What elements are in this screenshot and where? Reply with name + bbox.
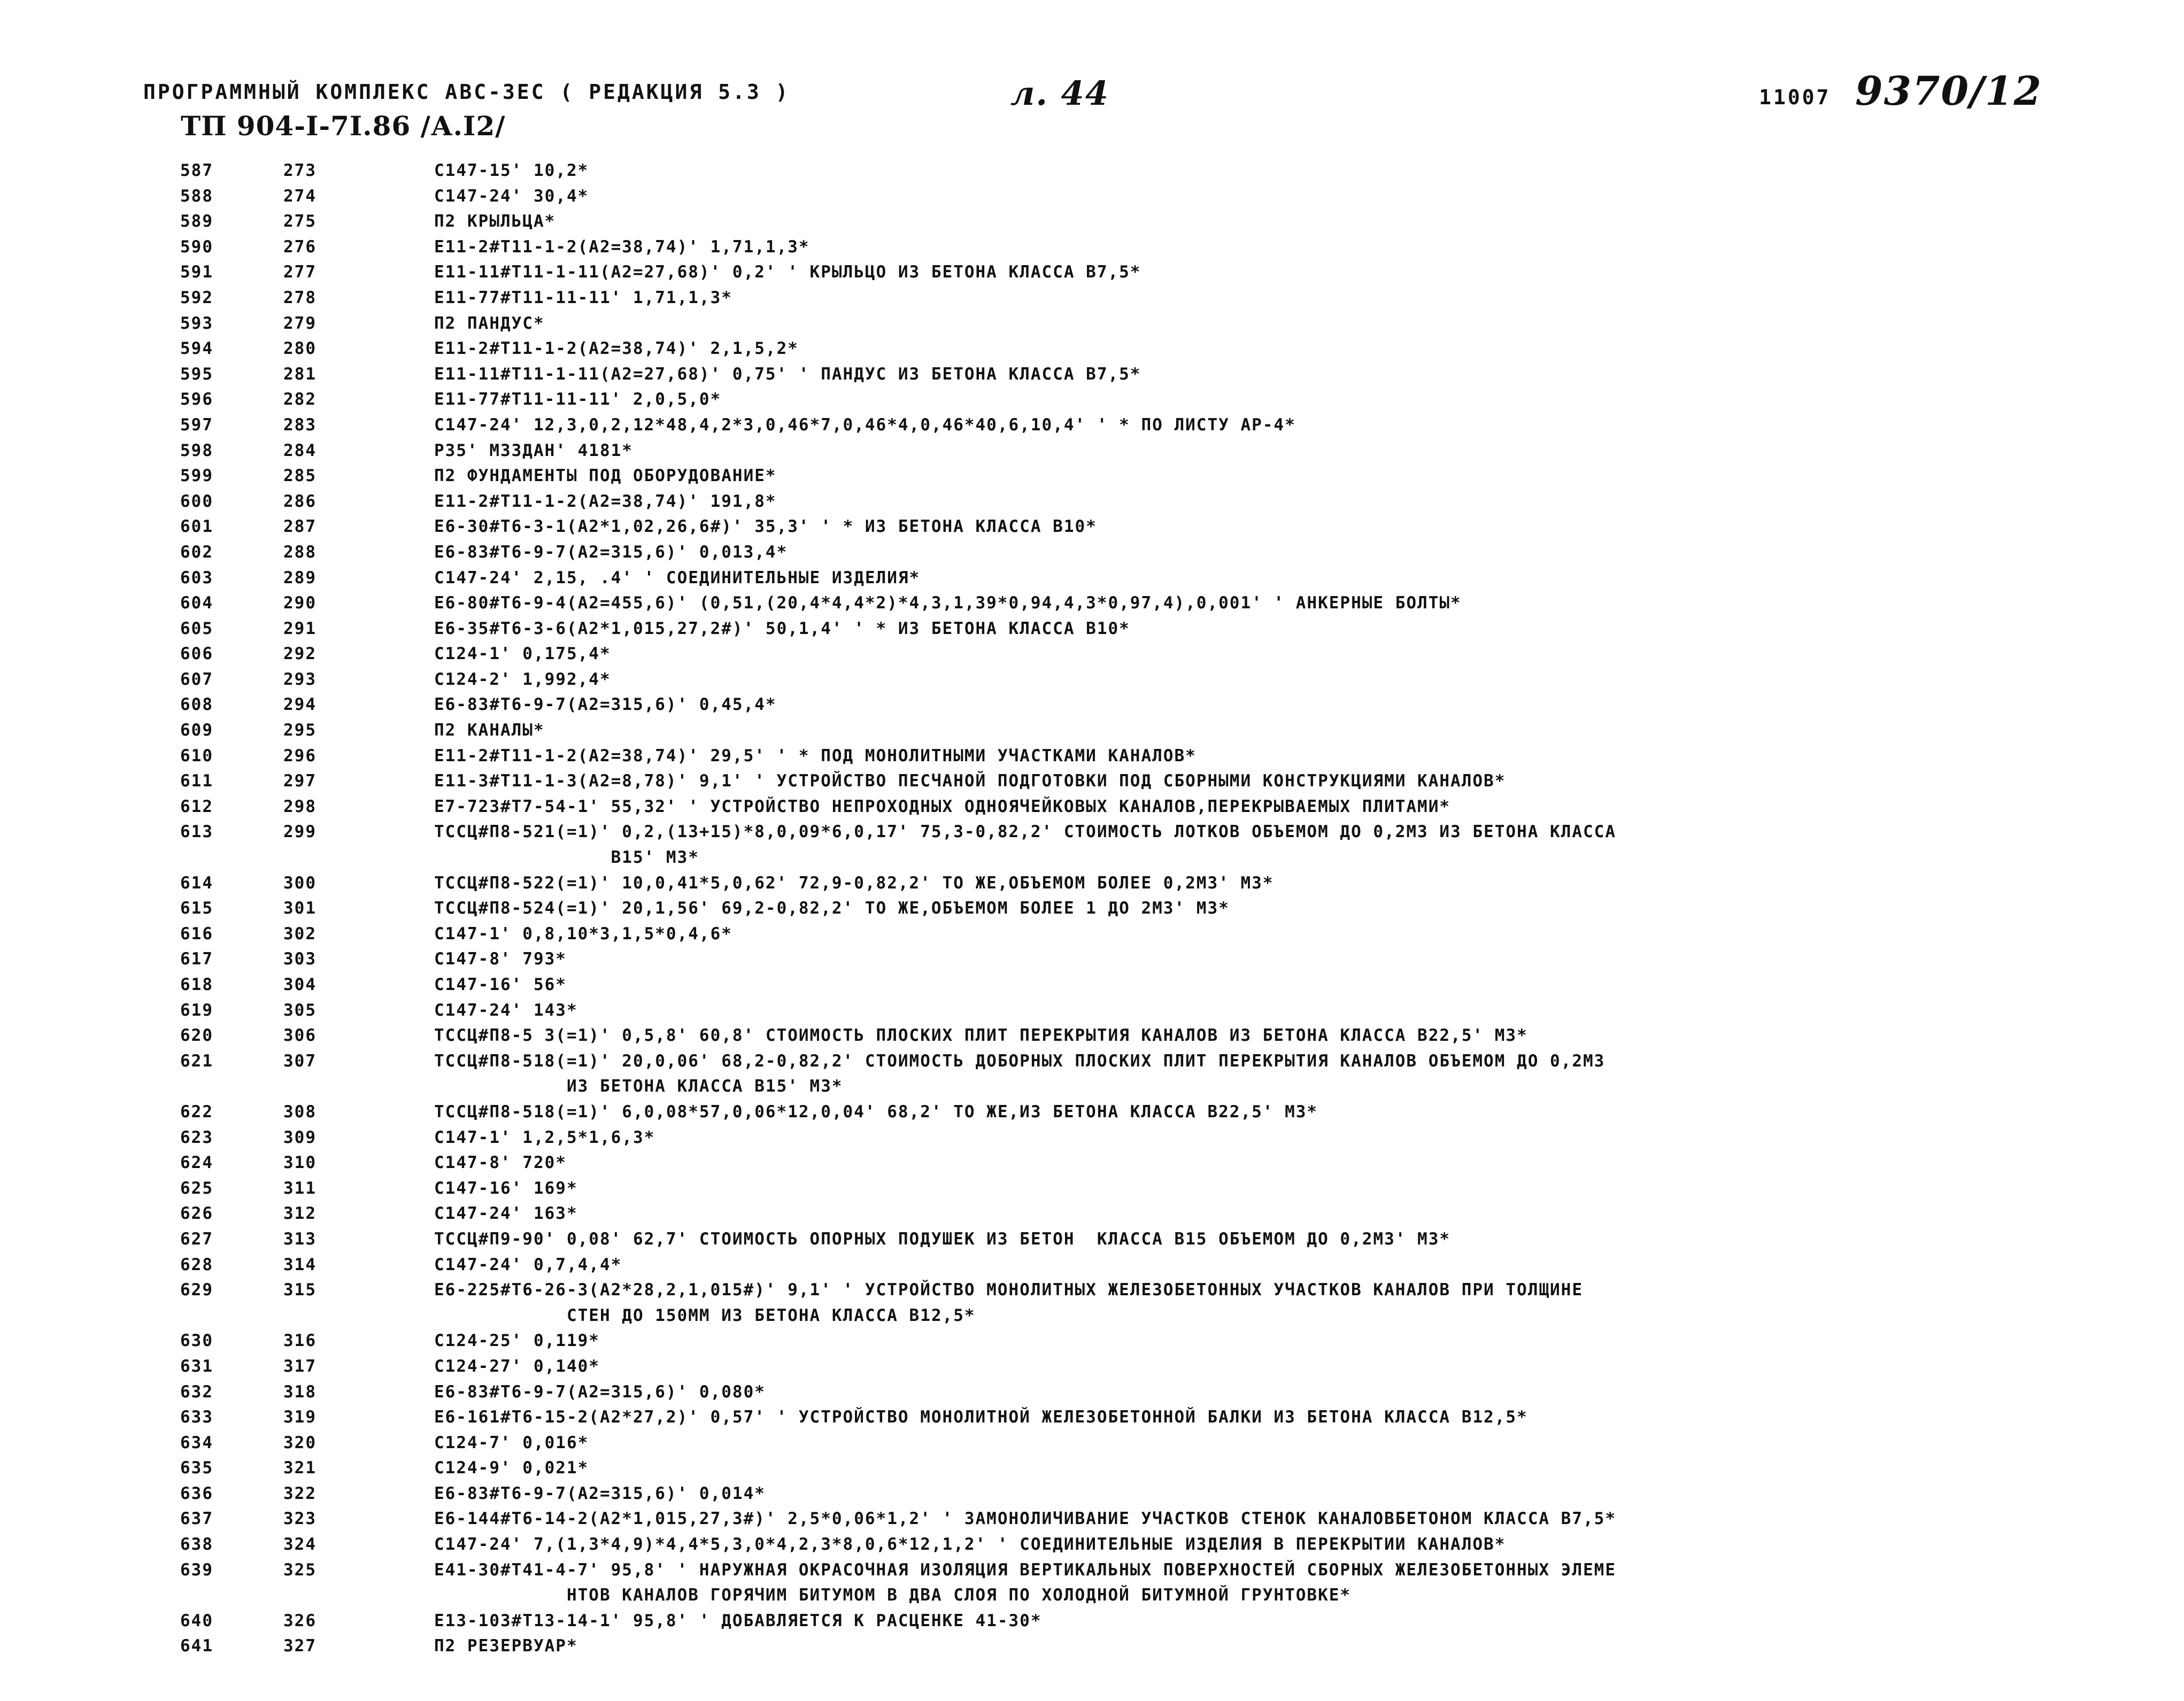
line-number: 616 bbox=[180, 924, 213, 944]
listing-row bbox=[0, 1125, 2184, 1151]
statement-text: Е6-30#Т6-3-1(А2*1,02,26,6#)' 35,3' ' * ИЗ БЕТОНА КЛАССА В10* bbox=[434, 517, 1097, 537]
line-number: 596 bbox=[180, 390, 213, 409]
line-number: 631 bbox=[180, 1356, 213, 1376]
statement-number: 319 bbox=[283, 1408, 317, 1427]
listing-row bbox=[0, 769, 2184, 794]
statement-text: С147-24' 12,3,0,2,12*48,4,2*3,0,46*7,0,46*4,0,46*40,6,10,4' ' * ПО ЛИСТУ АР-4* bbox=[434, 415, 1296, 435]
statement-text: Е11-11#Т11-1-11(А2=27,68)' 0,75' ' ПАНДУС ИЗ БЕТОНА КЛАССА В7,5* bbox=[434, 364, 1141, 384]
statement-number: 278 bbox=[283, 288, 317, 307]
line-number: 626 bbox=[180, 1204, 213, 1224]
listing-row bbox=[0, 616, 2184, 642]
statement-text: С124-1' 0,175,4* bbox=[434, 644, 611, 664]
statement-text: ТССЦ#П8-518(=1)' 6,0,08*57,0,06*12,0,04' 68,2' ТО ЖЕ,ИЗ БЕТОНА КЛАССА В22,5' М3* bbox=[434, 1102, 1318, 1122]
line-number: 639 bbox=[180, 1560, 213, 1580]
statement-text: ТССЦ#П9-90' 0,08' 62,7' СТОИМОСТЬ ОПОРНЫХ ПОДУШЕК ИЗ БЕТОН КЛАССА В15 ОБЪЕМОМ ДО 0,2М3' М3* bbox=[434, 1229, 1451, 1249]
listing-row bbox=[0, 489, 2184, 515]
listing-row bbox=[0, 209, 2184, 235]
statement-text: С124-27' 0,140* bbox=[434, 1356, 600, 1376]
statement-text: Е6-144#Т6-14-2(А2*1,015,27,3#)' 2,5*0,06*1,2' ' ЗАМОНОЛИЧИВАНИЕ УЧАСТКОВ СТЕНОК КАНАЛОВБЕТОНОМ КЛАССА В7,5* bbox=[434, 1509, 1617, 1529]
statement-number: 284 bbox=[283, 440, 317, 460]
listing-row bbox=[0, 540, 2184, 566]
statement-number: 300 bbox=[283, 873, 317, 893]
statement-number: 322 bbox=[283, 1483, 317, 1503]
line-number: 641 bbox=[180, 1636, 213, 1656]
statement-number: 316 bbox=[283, 1331, 317, 1351]
statement-number: 305 bbox=[283, 1000, 317, 1020]
line-number: 588 bbox=[180, 186, 213, 206]
line-number: 637 bbox=[180, 1509, 213, 1529]
statement-text: ТССЦ#П8-524(=1)' 20,1,56' 69,2-0,82,2' ТО ЖЕ,ОБЪЕМОМ БОЛЕЕ 1 ДО 2М3' М3* bbox=[434, 899, 1230, 918]
listing-row bbox=[0, 1150, 2184, 1176]
listing-row bbox=[0, 1328, 2184, 1354]
statement-text: С147-16' 56* bbox=[434, 975, 567, 994]
line-number: 594 bbox=[180, 339, 213, 359]
listing-row bbox=[0, 871, 2184, 896]
statement-text: С147-24' 0,7,4,4* bbox=[434, 1255, 622, 1274]
listing-row bbox=[0, 998, 2184, 1024]
listing-row bbox=[0, 922, 2184, 947]
statement-number: 282 bbox=[283, 390, 317, 409]
statement-number: 288 bbox=[283, 542, 317, 562]
statement-number: 297 bbox=[283, 771, 317, 791]
listing-row bbox=[0, 1227, 2184, 1252]
listing-row bbox=[0, 1431, 2184, 1456]
statement-text: Е6-83#Т6-9-7(А2=315,6)' 0,080* bbox=[434, 1382, 766, 1402]
statement-text: С147-24' 143* bbox=[434, 1000, 578, 1020]
line-number: 606 bbox=[180, 644, 213, 664]
line-number: 630 bbox=[180, 1331, 213, 1351]
listing-row bbox=[0, 744, 2184, 769]
listing-row bbox=[0, 438, 2184, 464]
statement-number: 292 bbox=[283, 644, 317, 664]
statement-number: 273 bbox=[283, 161, 317, 180]
statement-number: 281 bbox=[283, 364, 317, 384]
statement-number: 276 bbox=[283, 237, 317, 257]
statement-number: 312 bbox=[283, 1204, 317, 1224]
line-number: 605 bbox=[180, 618, 213, 638]
statement-number: 303 bbox=[283, 949, 317, 969]
listing-row bbox=[0, 1634, 2184, 1659]
statement-text: Е13-103#Т13-14-1' 95,8' ' ДОБАВЛЯЕТСЯ К РАСЦЕНКЕ 41-30* bbox=[434, 1611, 1042, 1630]
statement-text: Е6-80#Т6-9-4(А2=455,6)' (0,51,(20,4*4,4*2)*4,3,1,39*0,94,4,3*0,97,4),0,001' ' АНКЕРНЫЕ БОЛТЫ* bbox=[434, 593, 1462, 613]
statement-text: Е11-2#Т11-1-2(А2=38,74)' 29,5' ' * ПОД МОНОЛИТНЫМИ УЧАСТКАМИ КАНАЛОВ* bbox=[434, 746, 1197, 766]
listing-row bbox=[0, 362, 2184, 388]
statement-number: 296 bbox=[283, 746, 317, 766]
code-number: 11007 bbox=[1759, 86, 1831, 109]
statement-text: П2 РЕЗЕРВУАР* bbox=[434, 1636, 578, 1656]
statement-number: 313 bbox=[283, 1229, 317, 1249]
listing-row bbox=[0, 413, 2184, 438]
statement-text: Е11-2#Т11-1-2(А2=38,74)' 1,71,1,3* bbox=[434, 237, 810, 257]
line-number: 591 bbox=[180, 262, 213, 282]
statement-continuation: СТЕН ДО 150ММ ИЗ БЕТОНА КЛАССА В12,5* bbox=[434, 1305, 976, 1325]
line-number: 614 bbox=[180, 873, 213, 893]
line-number: 621 bbox=[180, 1051, 213, 1071]
listing-row bbox=[0, 235, 2184, 260]
line-number: 600 bbox=[180, 491, 213, 511]
statement-number: 318 bbox=[283, 1382, 317, 1402]
statement-text: С124-9' 0,021* bbox=[434, 1458, 589, 1478]
statement-number: 298 bbox=[283, 797, 317, 816]
statement-number: 315 bbox=[283, 1280, 317, 1300]
listing-row bbox=[0, 1506, 2184, 1532]
statement-text: С124-2' 1,992,4* bbox=[434, 669, 611, 689]
line-number: 601 bbox=[180, 517, 213, 537]
line-number: 625 bbox=[180, 1178, 213, 1198]
statement-number: 290 bbox=[283, 593, 317, 613]
statement-number: 311 bbox=[283, 1178, 317, 1198]
statement-text: ТССЦ#П8-522(=1)' 10,0,41*5,0,62' 72,9-0,82,2' ТО ЖЕ,ОБЪЕМОМ БОЛЕЕ 0,2М3' М3* bbox=[434, 873, 1274, 893]
listing-row bbox=[0, 336, 2184, 362]
listing-row bbox=[0, 718, 2184, 744]
statement-number: 321 bbox=[283, 1458, 317, 1478]
statement-text: Е6-83#Т6-9-7(А2=315,6)' 0,014* bbox=[434, 1483, 766, 1503]
statement-text: С147-8' 720* bbox=[434, 1153, 567, 1173]
statement-text: ТССЦ#П8-5 3(=1)' 0,5,8' 60,8' СТОИМОСТЬ ПЛОСКИХ ПЛИТ ПЕРЕКРЫТИЯ КАНАЛОВ ИЗ БЕТОНА КЛАССА В22,5' М3* bbox=[434, 1026, 1528, 1046]
statement-number: 326 bbox=[283, 1611, 317, 1630]
statement-number: 277 bbox=[283, 262, 317, 282]
listing-row bbox=[0, 692, 2184, 718]
statement-text: Е6-35#Т6-3-6(А2*1,015,27,2#)' 50,1,4' ' * ИЗ БЕТОНА КЛАССА В10* bbox=[434, 618, 1130, 638]
statement-number: 308 bbox=[283, 1102, 317, 1122]
listing-row bbox=[0, 1252, 2184, 1278]
line-number: 638 bbox=[180, 1535, 213, 1555]
line-number: 604 bbox=[180, 593, 213, 613]
statement-text: Е6-83#Т6-9-7(А2=315,6)' 0,013,4* bbox=[434, 542, 788, 562]
listing-row bbox=[0, 1481, 2184, 1507]
listing-row bbox=[0, 1405, 2184, 1431]
listing-row bbox=[0, 1049, 2184, 1100]
line-number: 589 bbox=[180, 212, 213, 231]
line-number: 628 bbox=[180, 1255, 213, 1274]
line-number: 620 bbox=[180, 1026, 213, 1046]
statement-text: Е11-2#Т11-1-2(А2=38,74)' 191,8* bbox=[434, 491, 777, 511]
statement-text: С147-24' 163* bbox=[434, 1204, 578, 1224]
statement-number: 289 bbox=[283, 568, 317, 587]
listing-row bbox=[0, 1532, 2184, 1558]
statement-number: 283 bbox=[283, 415, 317, 435]
listing-row bbox=[0, 1558, 2184, 1609]
statement-text: С147-24' 2,15, .4' ' СОЕДИНИТЕЛЬНЫЕ ИЗДЕЛИЯ* bbox=[434, 568, 921, 587]
statement-number: 314 bbox=[283, 1255, 317, 1274]
line-number: 636 bbox=[180, 1483, 213, 1503]
listing-row bbox=[0, 794, 2184, 820]
statement-text: П2 ПАНДУС* bbox=[434, 313, 545, 333]
line-number: 613 bbox=[180, 822, 213, 842]
program-header: ПРОГРАММНЫЙ КОМПЛЕКС АВС-ЗЕС ( РЕДАКЦИЯ 5.3 ) bbox=[143, 80, 790, 104]
line-number: 623 bbox=[180, 1127, 213, 1147]
line-number: 618 bbox=[180, 975, 213, 994]
statement-continuation: ИЗ БЕТОНА КЛАССА В15' М3* bbox=[434, 1077, 843, 1096]
statement-text: Е11-2#Т11-1-2(А2=38,74)' 2,1,5,2* bbox=[434, 339, 799, 359]
statement-number: 275 bbox=[283, 212, 317, 231]
line-number: 603 bbox=[180, 568, 213, 587]
statement-text: С147-1' 1,2,5*1,6,3* bbox=[434, 1127, 655, 1147]
statement-number: 285 bbox=[283, 466, 317, 486]
listing-row bbox=[0, 311, 2184, 337]
line-number: 598 bbox=[180, 440, 213, 460]
line-number: 619 bbox=[180, 1000, 213, 1020]
statement-text: Е6-83#Т6-9-7(А2=315,6)' 0,45,4* bbox=[434, 695, 777, 715]
statement-text: Е7-723#Т7-54-1' 55,32' ' УСТРОЙСТВО НЕПРОХОДНЫХ ОДНОЯЧЕЙКОВЫХ КАНАЛОВ,ПЕРЕКРЫВАЕМЫХ ПЛИТАМИ* bbox=[434, 797, 1451, 816]
statement-text: ТССЦ#П8-521(=1)' 0,2,(13+15)*8,0,09*6,0,17' 75,3-0,82,2' СТОИМОСТЬ ЛОТКОВ ОБЪЕМОМ ДО 0,2М3 ИЗ БЕТОНА КЛАССА bbox=[434, 822, 1617, 842]
statement-text: С147-1' 0,8,10*3,1,5*0,4,6* bbox=[434, 924, 732, 944]
line-number: 587 bbox=[180, 161, 213, 180]
line-number: 615 bbox=[180, 899, 213, 918]
line-number: 640 bbox=[180, 1611, 213, 1630]
line-number: 608 bbox=[180, 695, 213, 715]
document-number: 9370/12 bbox=[1855, 68, 2042, 114]
statement-number: 310 bbox=[283, 1153, 317, 1173]
statement-text: С124-7' 0,016* bbox=[434, 1433, 589, 1452]
statement-text: ТССЦ#П8-518(=1)' 20,0,06' 68,2-0,82,2' СТОИМОСТЬ ДОБОРНЫХ ПЛОСКИХ ПЛИТ ПЕРЕКРЫТИЯ КАНАЛОВ ОБЪЕМОМ ДО 0,2М3 bbox=[434, 1051, 1606, 1071]
line-number: 597 bbox=[180, 415, 213, 435]
line-number: 602 bbox=[180, 542, 213, 562]
line-number: 629 bbox=[180, 1280, 213, 1300]
listing-row bbox=[0, 896, 2184, 922]
statement-text: Е6-161#Т6-15-2(А2*27,2)' 0,57' ' УСТРОЙСТВО МОНОЛИТНОЙ ЖЕЛЕЗОБЕТОННОЙ БАЛКИ ИЗ БЕТОНА КЛАССА В12,5* bbox=[434, 1408, 1528, 1427]
project-subtitle: ТП 904-I-7I.86 /А.I2/ bbox=[181, 110, 506, 142]
listing-row bbox=[0, 1456, 2184, 1481]
statement-number: 309 bbox=[283, 1127, 317, 1147]
listing-row bbox=[0, 285, 2184, 311]
statement-text: С147-16' 169* bbox=[434, 1178, 578, 1198]
statement-number: 323 bbox=[283, 1509, 317, 1529]
statement-text: С147-24' 30,4* bbox=[434, 186, 589, 206]
line-number: 632 bbox=[180, 1382, 213, 1402]
list-number: л. 44 bbox=[1010, 74, 1109, 113]
line-number: 599 bbox=[180, 466, 213, 486]
statement-number: 304 bbox=[283, 975, 317, 994]
listing-row bbox=[0, 387, 2184, 413]
statement-text: С147-15' 10,2* bbox=[434, 161, 589, 180]
statement-number: 279 bbox=[283, 313, 317, 333]
statement-number: 294 bbox=[283, 695, 317, 715]
listing-row bbox=[0, 514, 2184, 540]
statement-number: 325 bbox=[283, 1560, 317, 1580]
listing-row bbox=[0, 260, 2184, 285]
listing-row bbox=[0, 1176, 2184, 1202]
statement-continuation: В15' М3* bbox=[434, 848, 699, 868]
line-number: 611 bbox=[180, 771, 213, 791]
line-number: 622 bbox=[180, 1102, 213, 1122]
listing-row bbox=[0, 1201, 2184, 1227]
line-number: 607 bbox=[180, 669, 213, 689]
statement-number: 307 bbox=[283, 1051, 317, 1071]
statement-number: 286 bbox=[283, 491, 317, 511]
statement-number: 293 bbox=[283, 669, 317, 689]
statement-text: Е41-30#Т41-4-7' 95,8' ' НАРУЖНАЯ ОКРАСОЧНАЯ ИЗОЛЯЦИЯ ВЕРТИКАЛЬНЫХ ПОВЕРХНОСТЕЙ СБОРНЫХ ЖЕЛЕЗОБЕТОННЫХ ЭЛЕМЕ bbox=[434, 1560, 1617, 1580]
statement-number: 301 bbox=[283, 899, 317, 918]
statement-number: 287 bbox=[283, 517, 317, 537]
listing-row bbox=[0, 819, 2184, 870]
statement-number: 295 bbox=[283, 721, 317, 740]
line-number: 595 bbox=[180, 364, 213, 384]
statement-text: Р35' МЗЗДАН' 4181* bbox=[434, 440, 633, 460]
statement-number: 280 bbox=[283, 339, 317, 359]
statement-number: 306 bbox=[283, 1026, 317, 1046]
listing-row bbox=[0, 158, 2184, 184]
listing-row bbox=[0, 1609, 2184, 1634]
statement-number: 317 bbox=[283, 1356, 317, 1376]
statement-text: П2 КРЫЛЬЦА* bbox=[434, 212, 556, 231]
statement-text: Е11-77#Т11-11-11' 1,71,1,3* bbox=[434, 288, 732, 307]
line-number: 609 bbox=[180, 721, 213, 740]
statement-number: 320 bbox=[283, 1433, 317, 1452]
line-number: 624 bbox=[180, 1153, 213, 1173]
line-number: 592 bbox=[180, 288, 213, 307]
listing-row bbox=[0, 972, 2184, 998]
statement-text: С147-24' 7,(1,3*4,9)*4,4*5,3,0*4,2,3*8,0,6*12,1,2' ' СОЕДИНИТЕЛЬНЫЕ ИЗДЕЛИЯ В ПЕРЕКРЫТИИ КАНАЛОВ* bbox=[434, 1535, 1506, 1555]
listing-row bbox=[0, 566, 2184, 591]
statement-number: 327 bbox=[283, 1636, 317, 1656]
statement-number: 302 bbox=[283, 924, 317, 944]
listing-row bbox=[0, 1100, 2184, 1125]
listing-row bbox=[0, 184, 2184, 210]
line-number: 593 bbox=[180, 313, 213, 333]
listing-row bbox=[0, 1354, 2184, 1380]
listing-row bbox=[0, 1278, 2184, 1328]
statement-number: 324 bbox=[283, 1535, 317, 1555]
statement-text: С124-25' 0,119* bbox=[434, 1331, 600, 1351]
line-number: 612 bbox=[180, 797, 213, 816]
line-number: 617 bbox=[180, 949, 213, 969]
statement-text: С147-8' 793* bbox=[434, 949, 567, 969]
line-number: 610 bbox=[180, 746, 213, 766]
line-number: 635 bbox=[180, 1458, 213, 1478]
statement-text: Е11-77#Т11-11-11' 2,0,5,0* bbox=[434, 390, 722, 409]
line-number: 627 bbox=[180, 1229, 213, 1249]
line-number: 590 bbox=[180, 237, 213, 257]
line-number: 634 bbox=[180, 1433, 213, 1452]
listing-row bbox=[0, 1380, 2184, 1405]
listing-row bbox=[0, 591, 2184, 616]
statement-text: Е11-3#Т11-1-3(А2=8,78)' 9,1' ' УСТРОЙСТВО ПЕСЧАНОЙ ПОДГОТОВКИ ПОД СБОРНЫМИ КОНСТРУКЦИЯМИ КАНАЛОВ* bbox=[434, 771, 1506, 791]
listing-row bbox=[0, 667, 2184, 693]
listing-row bbox=[0, 463, 2184, 489]
listing-row bbox=[0, 947, 2184, 972]
listing-row bbox=[0, 1023, 2184, 1049]
statement-continuation: НТОВ КАНАЛОВ ГОРЯЧИМ БИТУМОМ В ДВА СЛОЯ ПО ХОЛОДНОЙ БИТУМНОЙ ГРУНТОВКЕ* bbox=[434, 1586, 1352, 1605]
listing-row bbox=[0, 641, 2184, 667]
statement-text: П2 КАНАЛЫ* bbox=[434, 721, 545, 740]
listing-rows bbox=[0, 158, 2184, 1659]
line-number: 633 bbox=[180, 1408, 213, 1427]
statement-text: Е6-225#Т6-26-3(А2*28,2,1,015#)' 9,1' ' УСТРОЙСТВО МОНОЛИТНЫХ ЖЕЛЕЗОБЕТОННЫХ УЧАСТКОВ КАНАЛОВ ПРИ ТОЛЩИНЕ bbox=[434, 1280, 1584, 1300]
statement-text: П2 ФУНДАМЕНТЫ ПОД ОБОРУДОВАНИЕ* bbox=[434, 466, 777, 486]
statement-number: 274 bbox=[283, 186, 317, 206]
statement-number: 299 bbox=[283, 822, 317, 842]
statement-number: 291 bbox=[283, 618, 317, 638]
statement-text: Е11-11#Т11-1-11(А2=27,68)' 0,2' ' КРЫЛЬЦО ИЗ БЕТОНА КЛАССА В7,5* bbox=[434, 262, 1141, 282]
